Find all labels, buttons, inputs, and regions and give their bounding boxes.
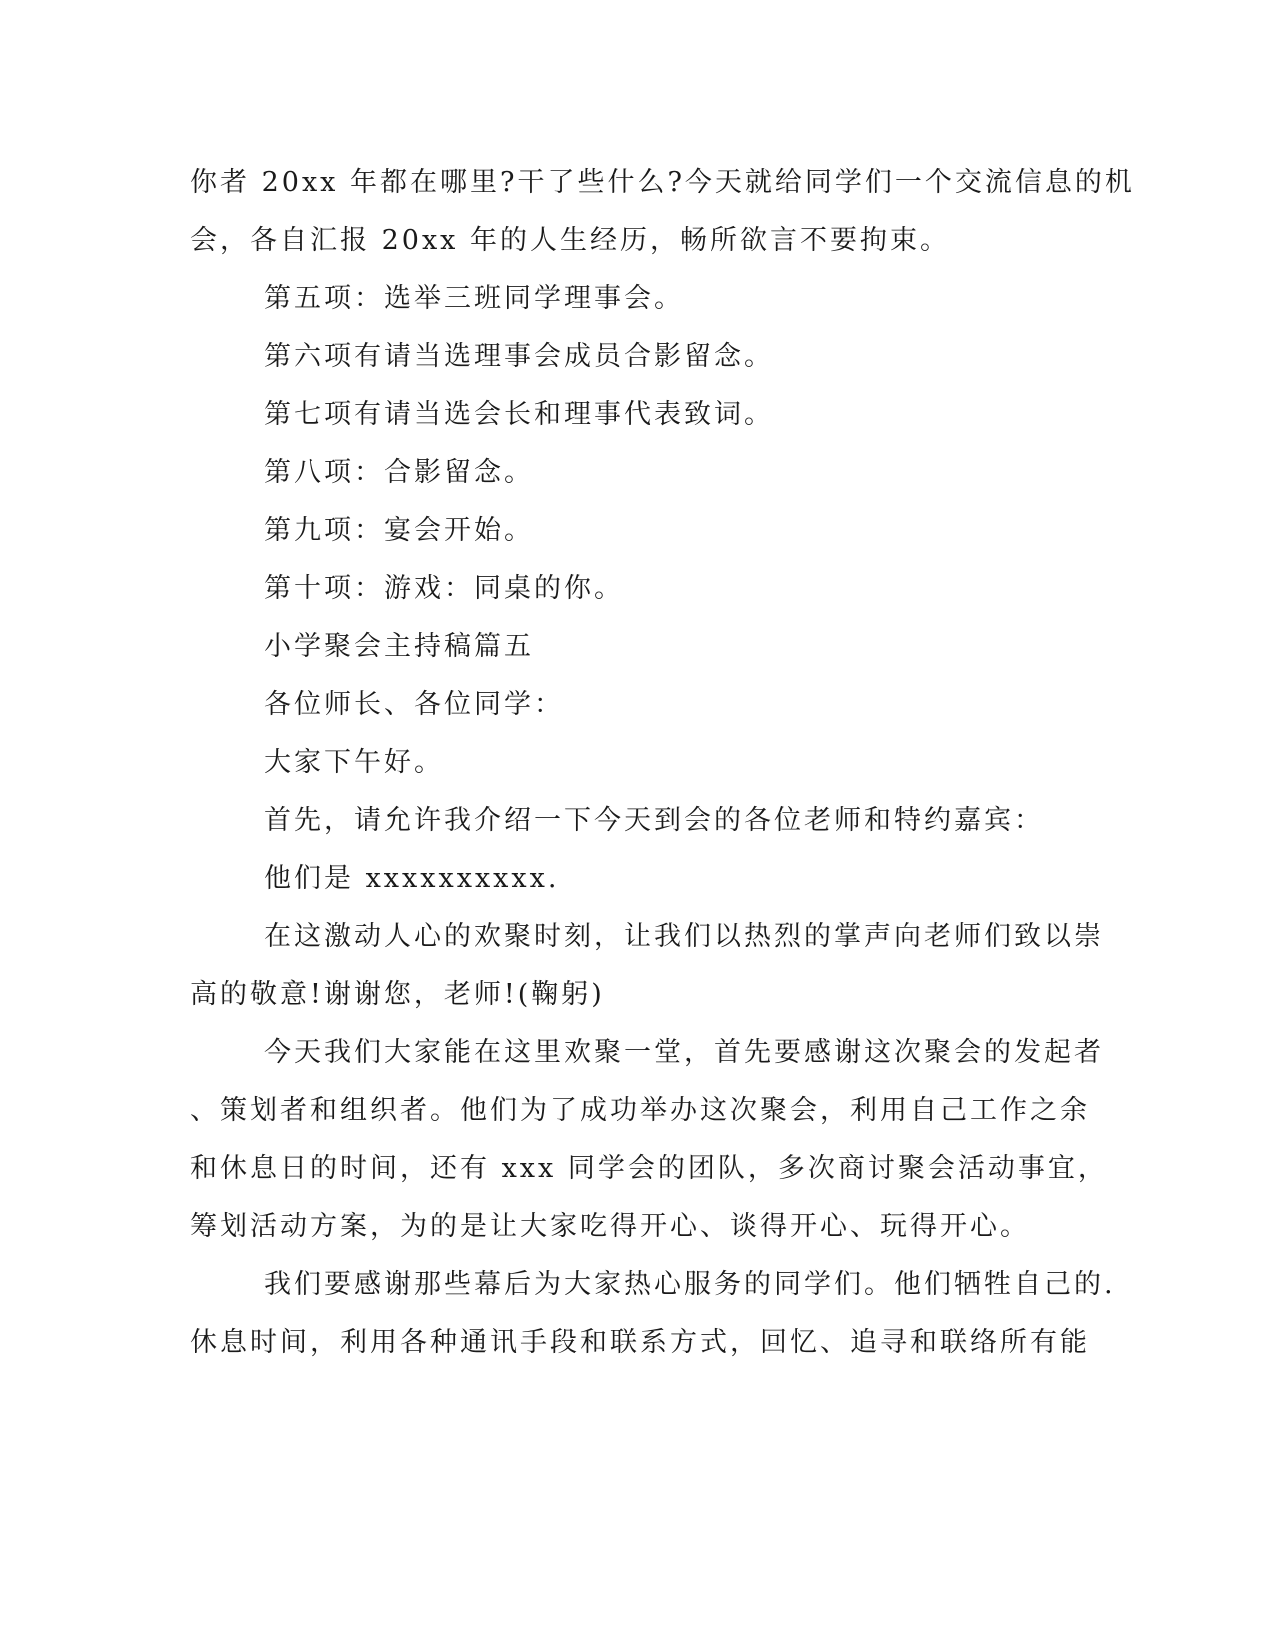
agenda-item-8: 第八项：合影留念。 [264,457,534,488]
salutation: 各位师长、各位同学： [264,689,564,720]
agenda-item-5: 第五项：选举三班同学理事会。 [264,283,684,314]
paragraph-line: 、策划者和组织者。他们为了成功举办这次聚会，利用自己工作之余 [190,1095,1090,1126]
paragraph-line: 今天我们大家能在这里欢聚一堂，首先要感谢这次聚会的发起者 [264,1037,1104,1068]
paragraph-line: 我们要感谢那些幕后为大家热心服务的同学们。他们牺牲自己的. [264,1269,1116,1300]
paragraph-line: 你者 20xx 年都在哪里?干了些什么?今天就给同学们一个交流信息的机 [190,167,1135,198]
paragraph-line: 在这激动人心的欢聚时刻，让我们以热烈的掌声向老师们致以崇 [264,921,1104,952]
agenda-item-7: 第七项有请当选会长和理事代表致词。 [264,399,774,430]
paragraph-line: 他们是 xxxxxxxxxx. [264,863,560,894]
paragraph-line: 会，各自汇报 20xx 年的人生经历，畅所欲言不要拘束。 [190,225,950,256]
paragraph-line: 首先，请允许我介绍一下今天到会的各位老师和特约嘉宾： [264,805,1044,836]
greeting: 大家下午好。 [264,747,444,778]
agenda-item-9: 第九项：宴会开始。 [264,515,534,546]
paragraph-line: 高的敬意!谢谢您，老师!(鞠躬) [190,979,605,1010]
agenda-item-6: 第六项有请当选理事会成员合影留念。 [264,341,774,372]
paragraph-line: 和休息日的时间，还有 xxx 同学会的团队，多次商讨聚会活动事宜， [190,1153,1108,1184]
agenda-item-10: 第十项：游戏：同桌的你。 [264,573,624,604]
paragraph-line: 筹划活动方案，为的是让大家吃得开心、谈得开心、玩得开心。 [190,1211,1030,1242]
paragraph-line: 休息时间，利用各种通讯手段和联系方式，回忆、追寻和联络所有能 [190,1327,1090,1358]
section-heading: 小学聚会主持稿篇五 [264,631,534,662]
